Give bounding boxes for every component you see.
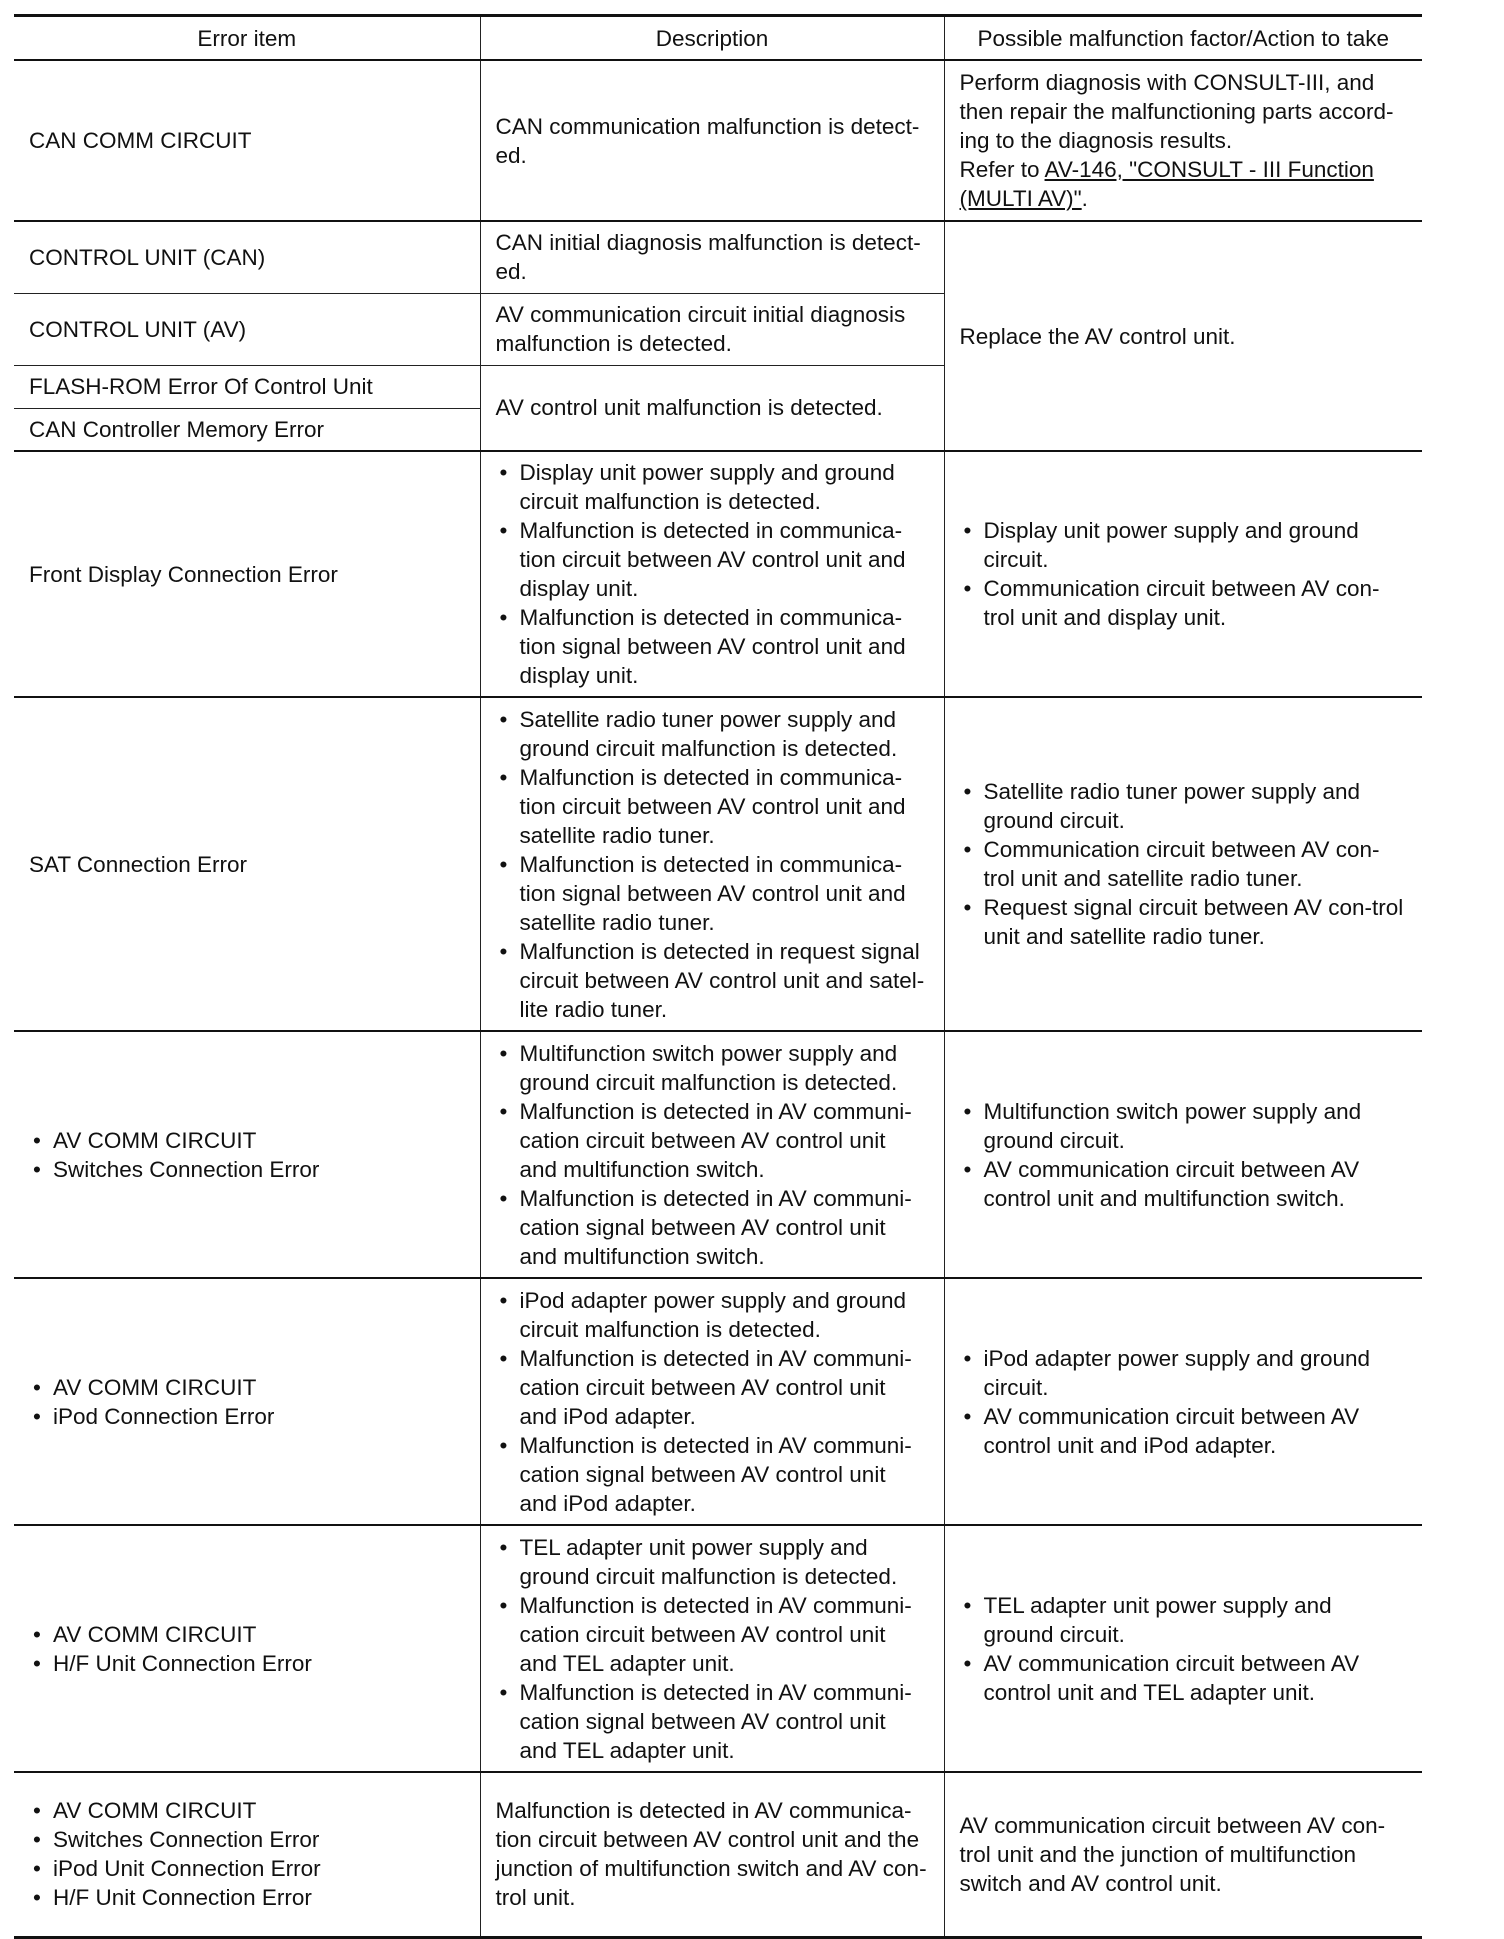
error-item-cell: CONTROL UNIT (CAN) [14, 221, 480, 293]
list-item: • Request signal circuit between AV con-trol unit and satellite radio tuner. [960, 893, 1408, 951]
list-item: • Malfunction is detected in AV communi-cation signal between AV control unit and multifunction switch. [496, 1184, 929, 1271]
error-item-cell: SAT Connection Error [14, 697, 480, 1031]
description-cell: CAN communication malfunction is detect-ed. [480, 60, 944, 221]
list-item: • Display unit power supply and ground circuit. [960, 516, 1408, 574]
header-description: Description [480, 16, 944, 61]
header-action: Possible malfunction factor/Action to take [944, 16, 1422, 61]
action-reference [960, 155, 1408, 213]
row-control-unit-can [14, 221, 1422, 293]
row-front-display [14, 451, 1422, 697]
action-list [960, 1097, 1408, 1213]
action-text: Perform diagnosis with CONSULT-III, and then repair the malfunctioning parts accord-ing to the diagnosis results. [959, 70, 1394, 153]
list-item: • Malfunction is detected in communica-tion circuit between AV control unit and display unit. [496, 516, 929, 603]
error-item-cell [14, 1031, 480, 1278]
error-item-list [29, 1796, 465, 1912]
action-cell [944, 697, 1422, 1031]
list-item: • Communication circuit between AV con-trol unit and satellite radio tuner. [960, 835, 1408, 893]
description-list [496, 458, 929, 690]
list-item: • Switches Connection Error [29, 1825, 465, 1854]
header-error-item: Error item [14, 16, 480, 61]
row-hf-unit-connection [14, 1525, 1422, 1772]
list-item: • Malfunction is detected in AV communi-cation circuit between AV control unit and iPod adapter. [496, 1344, 929, 1431]
list-item: • H/F Unit Connection Error [29, 1883, 465, 1912]
description-cell [480, 1278, 944, 1525]
list-item: • AV COMM CIRCUIT [29, 1620, 465, 1649]
action-cell-replace: Replace the AV control unit. [944, 221, 1422, 451]
error-item-cell: FLASH-ROM Error Of Control Unit [14, 365, 480, 408]
error-item-cell: Front Display Connection Error [14, 451, 480, 697]
row-ipod-connection [14, 1278, 1422, 1525]
list-item: • Display unit power supply and ground circuit malfunction is detected. [496, 458, 929, 516]
reference-link[interactable]: AV-146, "CONSULT - III Function (MULTI AV)" [959, 157, 1374, 211]
reference-prefix: Refer to [959, 157, 1045, 182]
error-item-cell: CONTROL UNIT (AV) [14, 293, 480, 365]
action-list [960, 1591, 1408, 1707]
description-cell: CAN initial diagnosis malfunction is detect-ed. [480, 221, 944, 293]
description-cell [480, 451, 944, 697]
list-item: • TEL adapter unit power supply and ground circuit malfunction is detected. [496, 1533, 929, 1591]
list-item: • Satellite radio tuner power supply and ground circuit malfunction is detected. [496, 705, 929, 763]
row-switches-connection [14, 1031, 1422, 1278]
action-list [960, 777, 1408, 951]
error-item-list [29, 1620, 465, 1678]
row-can-comm-circuit [14, 60, 1422, 221]
list-item: • AV communication circuit between AV control unit and multifunction switch. [960, 1155, 1408, 1213]
list-item: • Malfunction is detected in AV communi-cation circuit between AV control unit and TEL adapter unit. [496, 1591, 929, 1678]
list-item: • iPod Unit Connection Error [29, 1854, 465, 1883]
list-item: • Malfunction is detected in communica-tion circuit between AV control unit and satellite radio tuner. [496, 763, 929, 850]
list-item: • Malfunction is detected in AV communi-cation signal between AV control unit and iPod adapter. [496, 1431, 929, 1518]
action-cell [944, 60, 1422, 221]
list-item: • iPod adapter power supply and ground circuit malfunction is detected. [496, 1286, 929, 1344]
error-item-cell [14, 1772, 480, 1937]
action-cell: AV communication circuit between AV con-trol unit and the junction of multifunction switch and AV control unit. [944, 1772, 1422, 1937]
list-item: • H/F Unit Connection Error [29, 1649, 465, 1678]
description-cell [480, 697, 944, 1031]
row-sat-connection [14, 697, 1422, 1031]
action-list [960, 516, 1408, 632]
action-cell [944, 1031, 1422, 1278]
reference-suffix: . [1081, 186, 1088, 211]
description-cell [480, 1031, 944, 1278]
list-item: • Satellite radio tuner power supply and ground circuit. [960, 777, 1408, 835]
description-list [496, 1533, 929, 1765]
list-item: • iPod adapter power supply and ground circuit. [960, 1344, 1408, 1402]
list-item: • AV communication circuit between AV control unit and iPod adapter. [960, 1402, 1408, 1460]
error-item-list [29, 1126, 465, 1184]
list-item: • Malfunction is detected in AV communi-cation signal between AV control unit and TEL adapter unit. [496, 1678, 929, 1765]
list-item: • Malfunction is detected in communica-tion signal between AV control unit and satellite radio tuner. [496, 850, 929, 937]
list-item: • TEL adapter unit power supply and ground circuit. [960, 1591, 1408, 1649]
list-item: • Switches Connection Error [29, 1155, 465, 1184]
list-item: • Multifunction switch power supply and ground circuit. [960, 1097, 1408, 1155]
error-item-cell: CAN Controller Memory Error [14, 408, 480, 451]
list-item: • AV COMM CIRCUIT [29, 1373, 465, 1402]
description-cell: AV control unit malfunction is detected. [480, 365, 944, 451]
description-cell [480, 1525, 944, 1772]
list-item: • Communication circuit between AV con-trol unit and display unit. [960, 574, 1408, 632]
row-junction [14, 1772, 1422, 1937]
list-item: • AV communication circuit between AV control unit and TEL adapter unit. [960, 1649, 1408, 1707]
description-cell: AV communication circuit initial diagnosis malfunction is detected. [480, 293, 944, 365]
list-item: • AV COMM CIRCUIT [29, 1796, 465, 1825]
action-cell [944, 1278, 1422, 1525]
description-list [496, 1286, 929, 1518]
error-item-table [14, 14, 1422, 1939]
error-item-cell [14, 1525, 480, 1772]
error-item-cell: CAN COMM CIRCUIT [14, 60, 480, 221]
header-row [14, 16, 1422, 61]
list-item: • AV COMM CIRCUIT [29, 1126, 465, 1155]
description-list [496, 1039, 929, 1271]
description-list [496, 705, 929, 1024]
list-item: • iPod Connection Error [29, 1402, 465, 1431]
action-cell [944, 1525, 1422, 1772]
action-list [960, 1344, 1408, 1460]
action-cell [944, 451, 1422, 697]
description-cell: Malfunction is detected in AV communica-tion circuit between AV control unit and the junction of multifunction switch and AV con-trol unit. [480, 1772, 944, 1937]
error-item-cell [14, 1278, 480, 1525]
list-item: • Multifunction switch power supply and ground circuit malfunction is detected. [496, 1039, 929, 1097]
list-item: • Malfunction is detected in AV communi-cation circuit between AV control unit and multifunction switch. [496, 1097, 929, 1184]
list-item: • Malfunction is detected in request signal circuit between AV control unit and satel-lite radio tuner. [496, 937, 929, 1024]
error-item-list [29, 1373, 465, 1431]
list-item: • Malfunction is detected in communica-tion signal between AV control unit and display unit. [496, 603, 929, 690]
